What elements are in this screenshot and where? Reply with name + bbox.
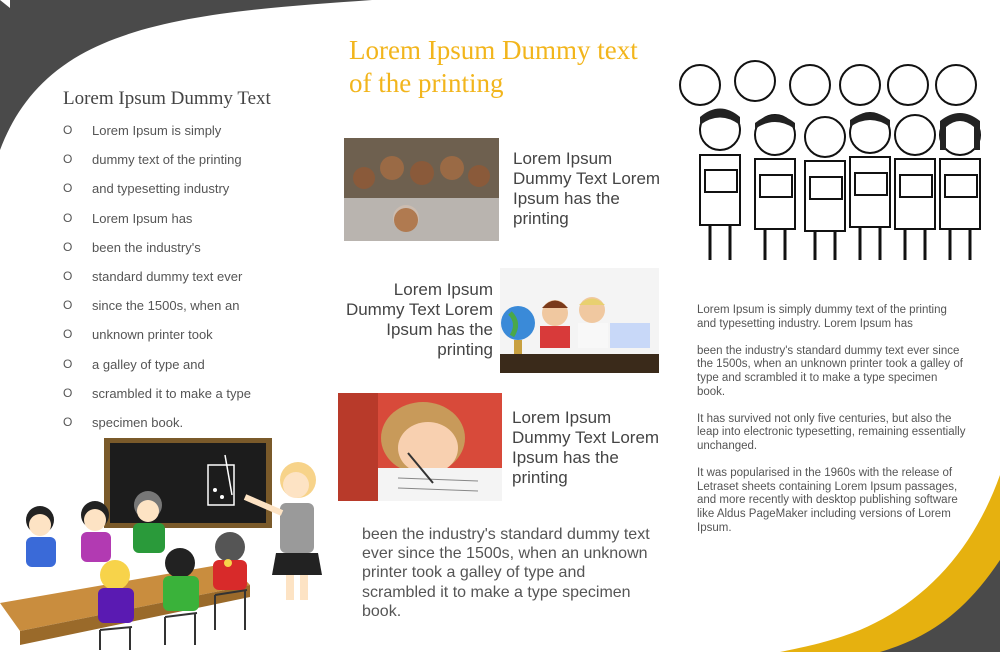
bullet-list [63,123,313,444]
bullet-marker: O [63,152,73,167]
bullet-marker: O [63,414,73,429]
bullet-item [63,181,313,210]
bullet-marker: O [63,123,73,137]
bullet-text: specimen book. [92,414,184,430]
bullet-item [63,211,313,240]
bullet-marker: O [63,327,73,342]
bullet-item [63,327,313,356]
bullet-marker: O [63,298,73,313]
bullet-marker: O [63,385,73,400]
bottom-paragraph: been the industry's standard dummy text ever since the 1500s, when an unknown printer took a galley of type and scrambled it to make a type specimen book. [362,526,650,620]
bullet-text: since the 1500s, when an [92,298,240,314]
photo-kids-waving [344,138,499,241]
bullet-item [63,357,313,386]
right-body-text [697,304,967,549]
bullet-item [63,240,313,269]
bullet-marker: O [63,181,73,196]
bullet-marker: O [63,210,73,225]
caption-3: Lorem Ipsum Dummy Text Lorem Ipsum has the printing [512,408,660,487]
photo-kids-globe [500,268,659,373]
left-heading: Lorem Ipsum Dummy Text [63,88,271,109]
bullet-item [63,386,313,415]
bullet-item [63,152,313,181]
bullet-item [63,298,313,327]
bullet-item [63,123,313,152]
main-title: Lorem Ipsum Dummy text of the printing [349,35,638,98]
bullet-text: unknown printer took [92,327,213,343]
bullet-marker: O [63,268,73,283]
right-paragraph-3: It has survived not only five centuries, but also the leap into electronic typesetting, remaining essentially unchanged. [697,412,966,452]
right-paragraph-4: It was popularised in the 1960s with the release of Letraset sheets containing Lorem Ipsum passages, and more recently with desktop publishing software like Aldus PageMaker including versions of Lorem Ipsum. [697,467,958,534]
bullet-item [63,269,313,298]
choir-illustration [670,55,988,265]
bullet-text: dummy text of the printing [92,152,242,168]
caption-2: Lorem Ipsum Dummy Text Lorem Ipsum has the printing [345,280,493,359]
bullet-text: Lorem Ipsum is simply [92,123,222,138]
bullet-text: and typesetting industry [92,181,230,197]
caption-1: Lorem Ipsum Dummy Text Lorem Ipsum has the printing [513,149,661,228]
bullet-text: a galley of type and [92,356,205,372]
bullet-text: standard dummy text ever [92,268,243,284]
right-paragraph-2: been the industry's standard dummy text ever since the 1500s, when an unknown printer took a galley of type and scrambled it to make a type specimen book. [697,344,963,398]
right-paragraph-1: Lorem Ipsum is simply dummy text of the printing and typesetting industry. Lorem Ipsum has [697,304,947,330]
bullet-text: Lorem Ipsum has [92,210,193,226]
photo-girl-writing [338,393,502,501]
bullet-text: scrambled it to make a type [92,385,251,401]
classroom-illustration [0,435,330,652]
bullet-marker: O [63,239,73,254]
bullet-marker: O [63,356,73,371]
bullet-text: been the industry's [92,239,201,255]
